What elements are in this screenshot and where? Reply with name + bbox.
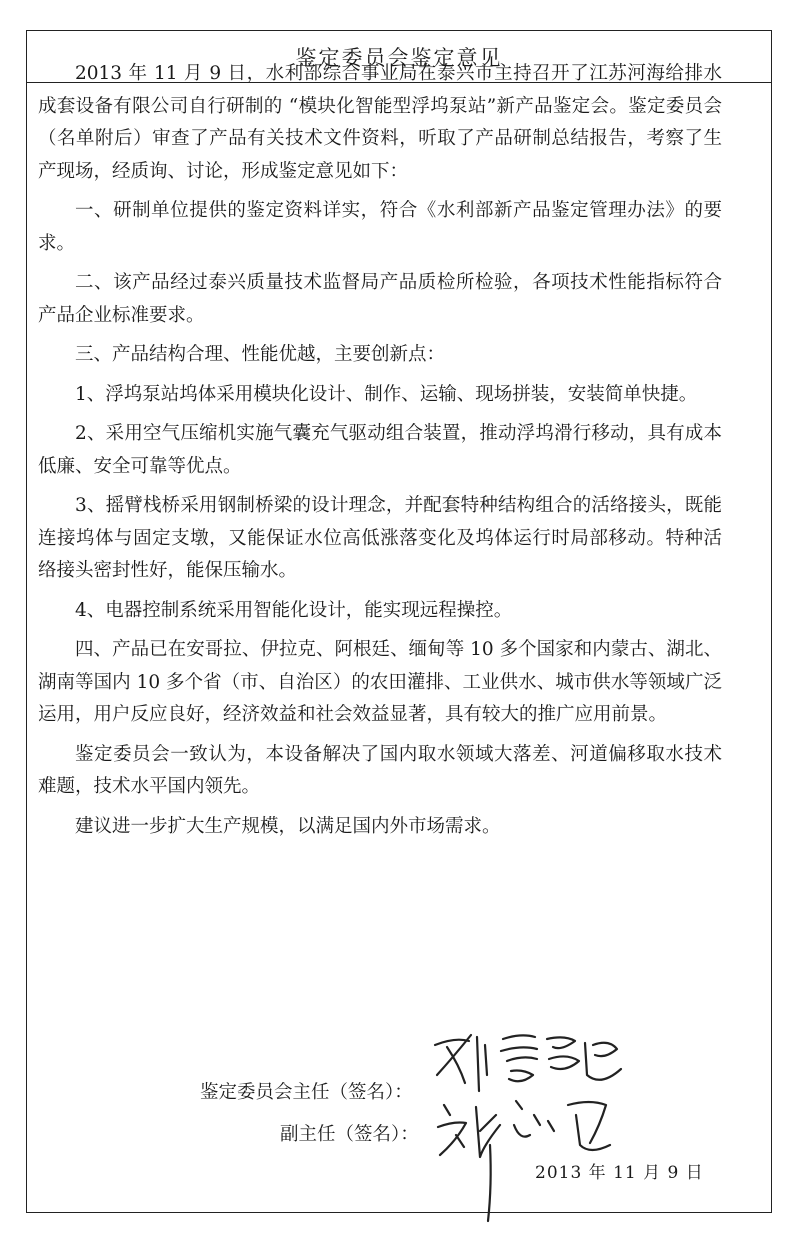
paragraph-2: 二、该产品经过泰兴质量技术监督局产品质检所检验，各项技术性能指标符合产品企业标准要求。 (38, 272, 722, 326)
document-title: 鉴定委员会鉴定意见 (295, 45, 503, 70)
paragraph-intro: 2013 年 11 月 9 日，水利部综合事业局在泰兴市主持召开了江苏河海给排水成套设备有限公司自行研制的 “模块化智能型浮坞泵站”新产品鉴定会。鉴定委员会（名单附后）审查了产品有关技术文件资料，听取了产品研制总结报告，考察了生产现场，经质询、讨论，形成鉴定意见如下： (38, 63, 722, 182)
paragraph-3-3: 3、摇臂栈桥采用钢制桥梁的设计理念，并配套特种结构组合的活络接头，既能连接坞体与固定支墩，又能保证水位高低涨落变化及坞体运行时局部移动。特种活络接头密封性好，能保压输水。 (38, 495, 722, 581)
paragraph-conclusion: 鉴定委员会一致认为，本设备解决了国内取水领域大落差、河道偏移取水技术难题，技术水平国内领先。 (38, 743, 722, 797)
paragraph-3-1: 1、浮坞泵站坞体采用模块化设计、制作、运输、现场拼装，安装简单快捷。 (75, 383, 698, 405)
signature-date: 2013 年 11 月 9 日 (535, 1163, 704, 1183)
vice-chair-signature-label: 副主任（签名）： (280, 1124, 419, 1145)
paragraph-3-4: 4、电器控制系统采用智能化设计，能实现远程操控。 (75, 599, 513, 621)
chair-signature-label: 鉴定委员会主任（签名）： (200, 1082, 413, 1103)
paragraph-suggestion: 建议进一步扩大生产规模，以满足国内外市场需求。 (75, 815, 501, 837)
paragraph-1: 一、研制单位提供的鉴定资料详实，符合《水利部新产品鉴定管理办法》的要求。 (38, 200, 722, 254)
vice-chair-handwritten-signature (430, 1085, 630, 1225)
paragraph-3: 三、产品结构合理、性能优越，主要创新点： (75, 344, 446, 365)
paragraph-4: 四、产品已在安哥拉、伊拉克、阿根廷、缅甸等 10 多个国家和内蒙古、湖北、湖南等国内 10 多个省（市、自治区）的农田灌排、工业供水、城市供水等领域广泛运用，用户反应良好，经济效益和社会效益显著，具有较大的推广应用前景。 (38, 639, 722, 725)
document-body (38, 58, 722, 850)
paragraph-3-2: 2、采用空气压缩机实施气囊充气驱动组合装置，推动浮坞滑行移动，具有成本低廉、安全可靠等优点。 (38, 423, 722, 477)
